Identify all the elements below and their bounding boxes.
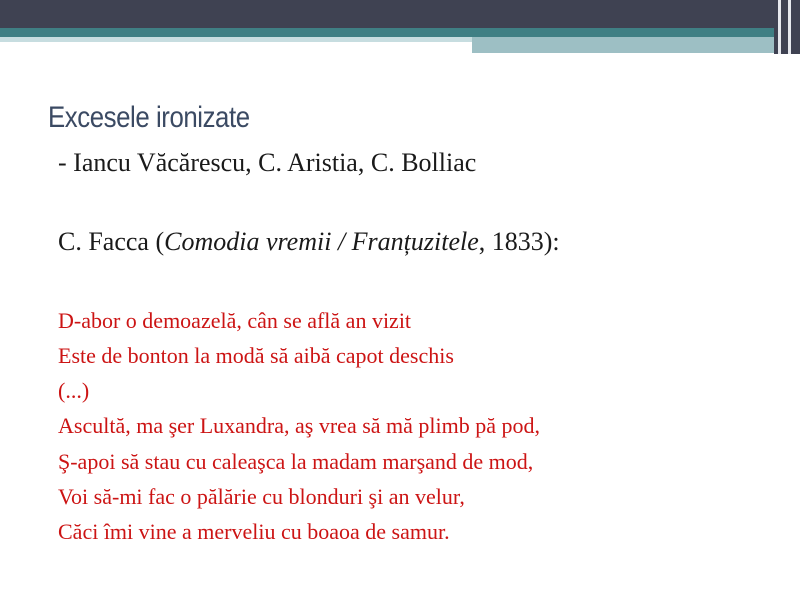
header-light-stripe — [0, 37, 472, 42]
slide-title: Excesele ironizate — [48, 101, 250, 134]
corner-accent — [774, 0, 800, 54]
verse-line: D-abor o demoazelă, cân se află an vizit — [58, 308, 412, 333]
source-author: C. Facca — [58, 227, 149, 256]
source-year: , 1833): — [478, 227, 560, 256]
header-accent-block — [472, 37, 800, 53]
corner-accent-line — [788, 0, 791, 54]
slide-subtitle: - Iancu Văcărescu, C. Aristia, C. Bolliac — [58, 148, 477, 177]
header-bar — [0, 0, 800, 28]
source-work-title: Comodia vremii / Franțuzitele — [164, 227, 479, 256]
verse-line: Ascultă, ma şer Luxandra, aş vrea să mă plimb pă pod, — [58, 413, 541, 438]
header-teal-stripe — [0, 28, 800, 37]
verse-line: Căci îmi vine a merveliu cu boaoa de samur. — [58, 519, 450, 544]
verse-ellipsis: (...) — [58, 378, 90, 403]
verse-line: Ş-apoi să stau cu caleaşca la madam marşand de mod, — [58, 449, 534, 474]
source-open-paren: ( — [148, 227, 165, 256]
verse-line: Este de bonton la modă să aibă capot deschis — [58, 343, 454, 368]
verse-line: Voi să-mi fac o pălărie cu blonduri şi an velur, — [58, 484, 465, 509]
source-citation — [58, 227, 560, 257]
corner-accent-line — [778, 0, 781, 54]
